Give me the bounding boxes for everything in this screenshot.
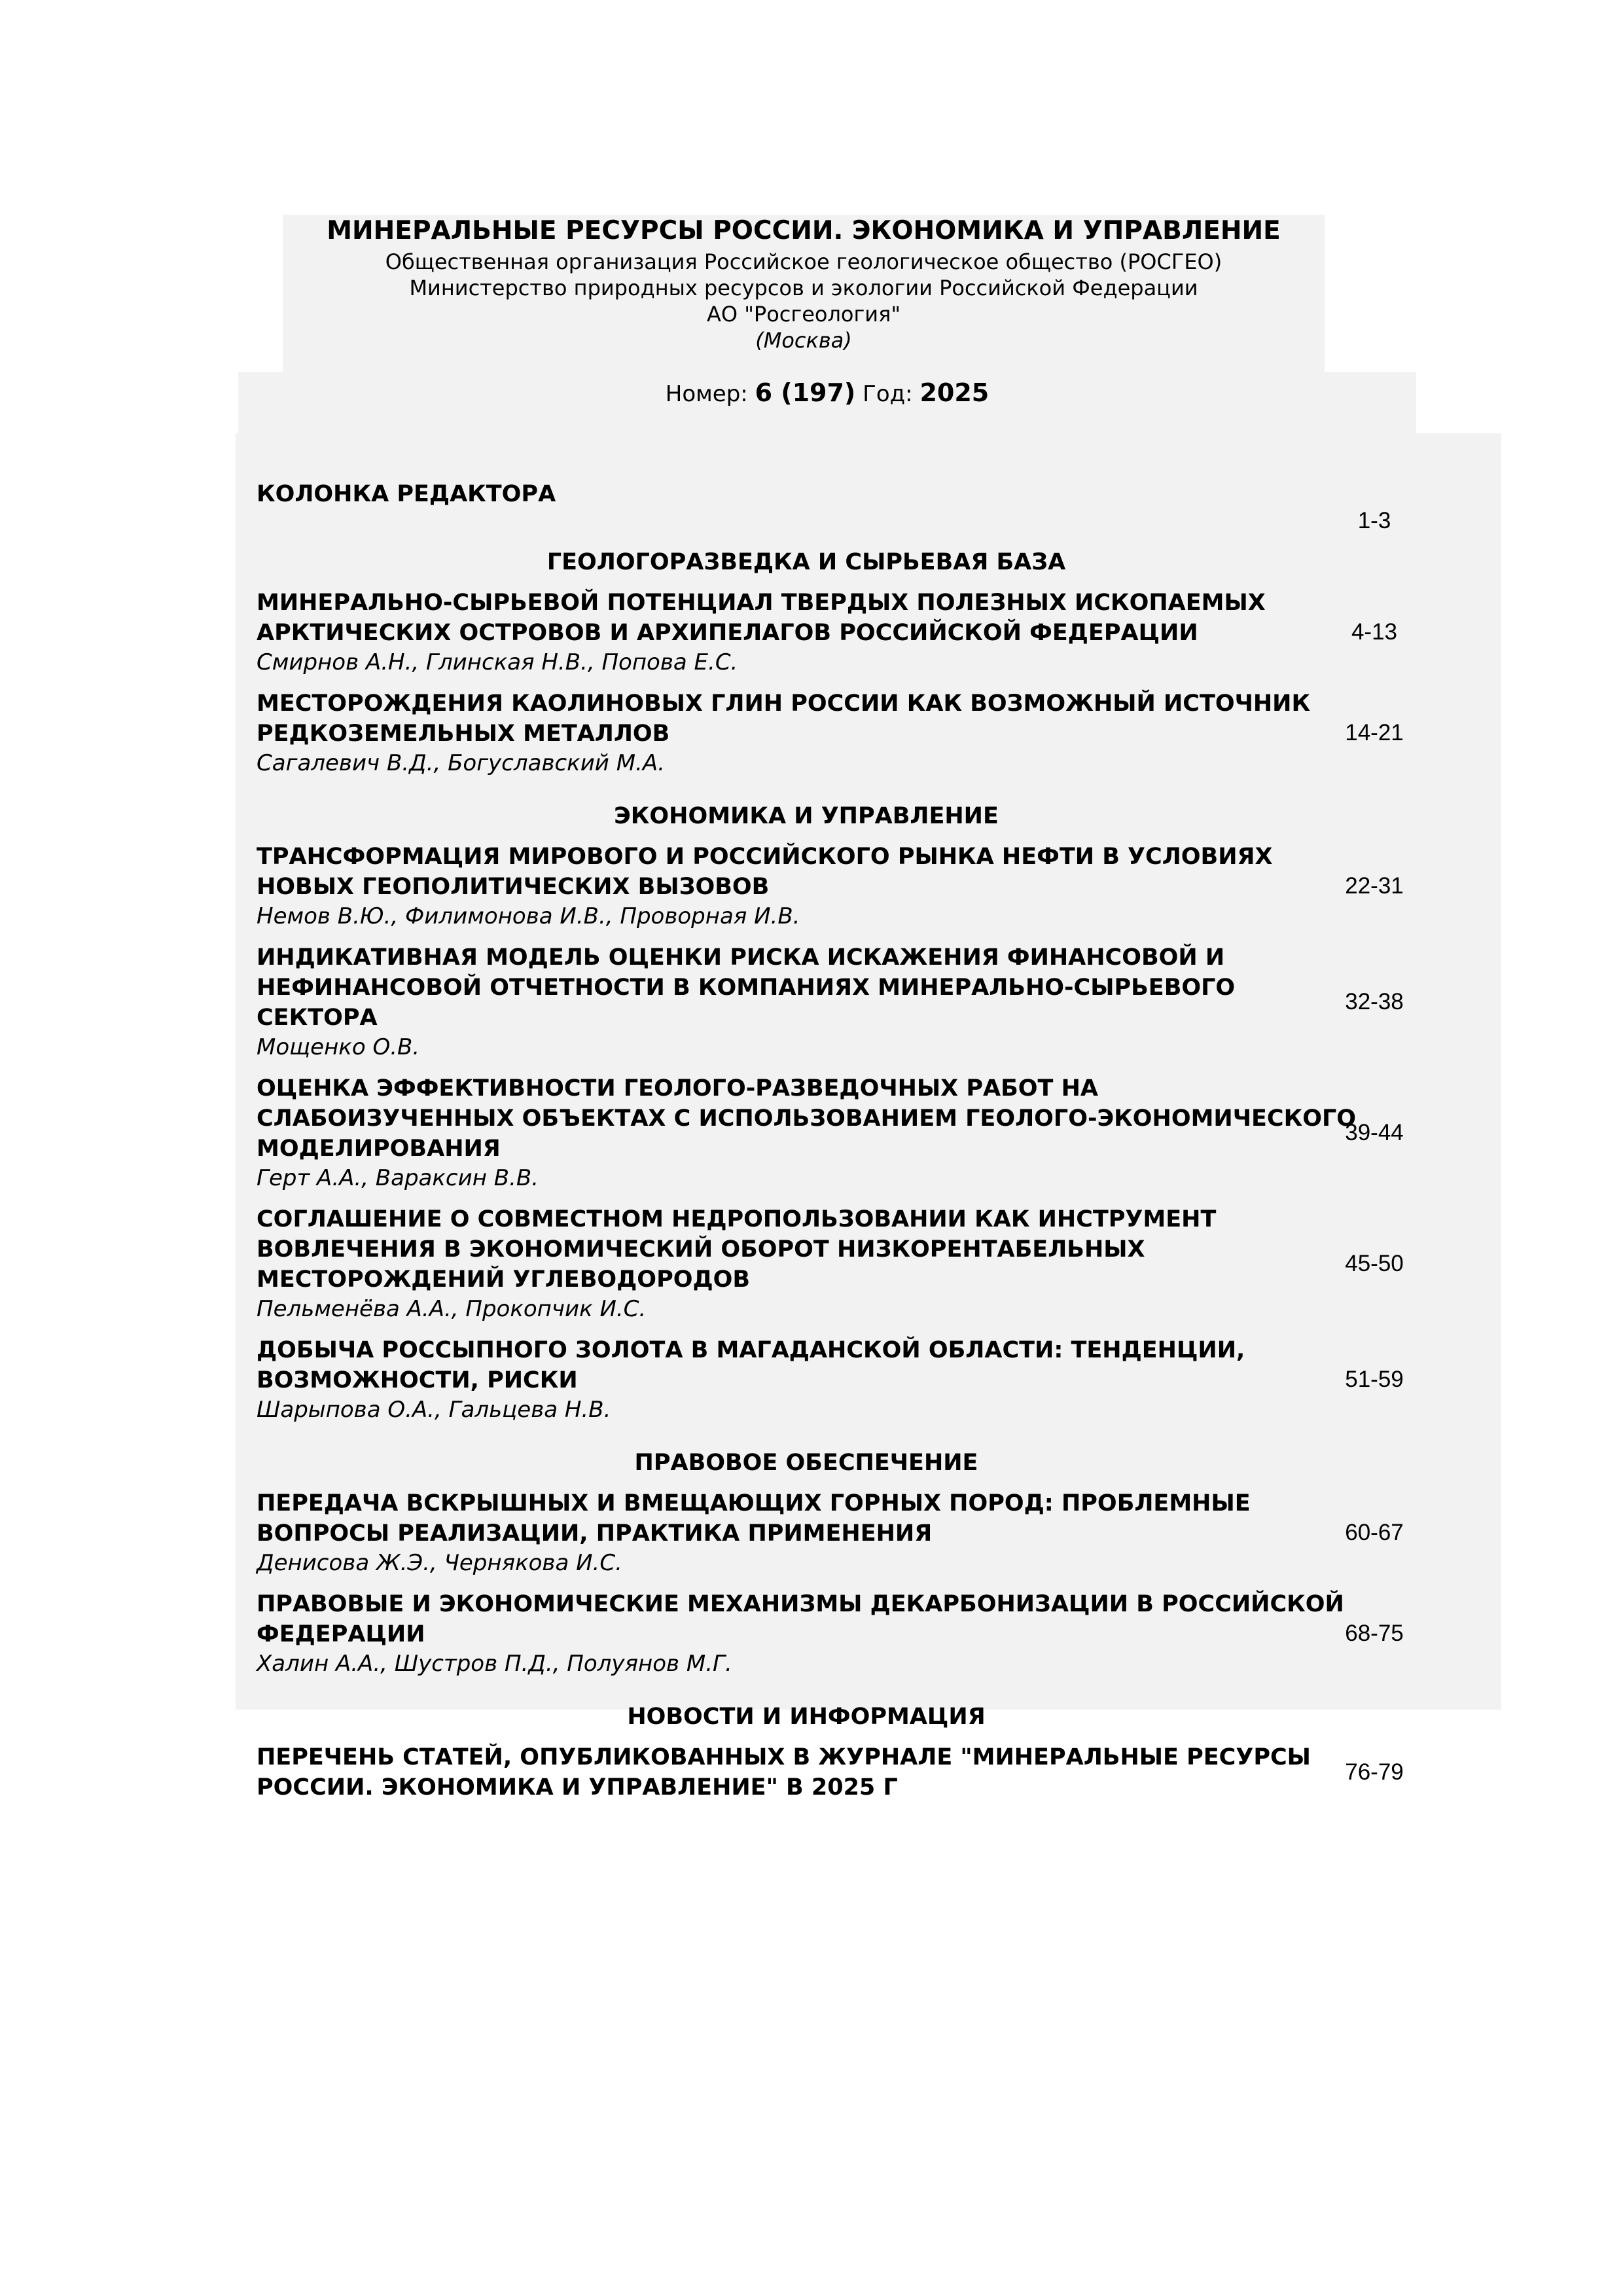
entry-pages: 39-44 [1345,1120,1404,1145]
journal-title: МИНЕРАЛЬНЫЕ РЕСУРСЫ РОССИИ. ЭКОНОМИКА И УПРАВЛЕНИЕ [327,216,1281,245]
toc-entry[interactable] [257,1589,1501,1678]
table-of-contents [257,479,1501,1803]
toc-entry-editor-column[interactable] [257,479,1501,534]
toc-entry[interactable] [257,1488,1501,1577]
entry-authors: Смирнов А.Н., Глинская Н.В., Попова Е.С. [257,649,738,675]
entry-title: ИНДИКАТИВНАЯ МОДЕЛЬ ОЦЕНКИ РИСКА ИСКАЖЕНИЯ ФИНАНСОВОЙ И НЕФИНАНСОВОЙ ОТЧЕТНОСТИ В КОМПАНИЯХ МИНЕРАЛЬНО-СЫРЬЕВОГО СЕКТОРА [257,944,1236,1031]
issue-number-label: Номер: [665,381,748,407]
entry-title: ДОБЫЧА РОССЫПНОГО ЗОЛОТА В МАГАДАНСКОЙ ОБЛАСТИ: ТЕНДЕНЦИИ, ВОЗМОЖНОСТИ, РИСКИ [257,1337,1245,1393]
entry-pages: 1-3 [1357,508,1391,533]
entry-pages: 22-31 [1345,873,1404,899]
entry-title: МИНЕРАЛЬНО-СЫРЬЕВОЙ ПОТЕНЦИАЛ ТВЕРДЫХ ПОЛЕЗНЫХ ИСКОПАЕМЫХ АРКТИЧЕСКИХ ОСТРОВОВ И АРХИПЕЛАГОВ РОССИЙСКОЙ ФЕДЕРАЦИИ [257,590,1266,646]
entry-authors: Герт А.А., Вараксин В.В. [257,1165,539,1191]
entry-pages: 32-38 [1345,989,1404,1014]
entry-title: ПЕРЕДАЧА ВСКРЫШНЫХ И ВМЕЩАЮЩИХ ГОРНЫХ ПОРОД: ПРОБЛЕМНЫЕ ВОПРОСЫ РЕАЛИЗАЦИИ, ПРАКТИКА ПРИМЕНЕНИЯ [257,1490,1251,1547]
entry-authors: Сагалевич В.Д., Богуславский М.А. [257,750,665,776]
toc-entry[interactable] [257,942,1501,1062]
entry-authors: Мощенко О.В. [257,1034,420,1060]
entry-authors: Пельменёва А.А., Прокопчик И.С. [257,1296,647,1322]
toc-entry[interactable] [257,1204,1501,1323]
toc-entry[interactable] [257,689,1501,778]
publisher-line: АО "Росгеология" [706,302,901,327]
toc-entry[interactable] [257,1335,1501,1424]
toc-entry[interactable] [257,842,1501,931]
entry-pages: 60-67 [1345,1520,1404,1545]
entry-title: ПЕРЕЧЕНЬ СТАТЕЙ, ОПУБЛИКОВАННЫХ В ЖУРНАЛЕ "МИНЕРАЛЬНЫЕ РЕСУРСЫ РОССИИ. ЭКОНОМИКА И УПРАВЛЕНИЕ" В 2025 Г [257,1744,1311,1801]
entry-pages: 14-21 [1345,720,1404,745]
section-heading: ГЕОЛОГОРАЗВЕДКА И СЫРЬЕВАЯ БАЗА [546,549,1066,575]
entry-title: ПРАВОВЫЕ И ЭКОНОМИЧЕСКИЕ МЕХАНИЗМЫ ДЕКАРБОНИЗАЦИИ В РОССИЙСКОЙ ФЕДЕРАЦИИ [257,1591,1344,1647]
toc-sections [257,547,1501,1803]
issue-number-value: 6 (197) [755,378,856,407]
entry-authors: Немов В.Ю., Филимонова И.В., Проворная И.В. [257,903,800,929]
entry-pages: 45-50 [1345,1251,1404,1276]
issue-year-label: Год: [863,381,913,407]
entry-title: СОГЛАШЕНИЕ О СОВМЕСТНОМ НЕДРОПОЛЬЗОВАНИИ КАК ИНСТРУМЕНТ ВОВЛЕЧЕНИЯ В ЭКОНОМИЧЕСКИЙ ОБОРОТ НИЗКОРЕНТАБЕЛЬНЫХ МЕСТОРОЖДЕНИЙ УГЛЕВОДОРОДОВ [257,1206,1217,1293]
entry-title: МЕСТОРОЖДЕНИЯ КАОЛИНОВЫХ ГЛИН РОССИИ КАК ВОЗМОЖНЫЙ ИСТОЧНИК РЕДКОЗЕМЕЛЬНЫХ МЕТАЛЛОВ [257,691,1311,747]
entry-authors: Денисова Ж.Э., Чернякова И.С. [257,1550,622,1576]
publisher-city: (Москва) [755,328,852,353]
entry-pages: 51-59 [1345,1367,1404,1392]
publisher-line: Общественная организация Российское геологическое общество (РОСГЕО) [385,249,1222,274]
entry-title: КОЛОНКА РЕДАКТОРА [257,481,556,507]
issue-line [238,378,1416,407]
entry-pages: 76-79 [1345,1759,1404,1785]
entry-pages: 68-75 [1345,1621,1404,1646]
section-heading: ПРАВОВОЕ ОБЕСПЕЧЕНИЕ [634,1450,978,1476]
entry-title: ОЦЕНКА ЭФФЕКТИВНОСТИ ГЕОЛОГО-РАЗВЕДОЧНЫХ РАБОТ НА СЛАБОИЗУЧЕННЫХ ОБЪЕКТАХ С ИСПОЛЬЗОВАНИЕМ ГЕОЛОГО-ЭКОНОМИЧЕСКОГО МОДЕЛИРОВАНИЯ [257,1075,1356,1162]
toc-entry[interactable] [257,1073,1501,1193]
section-heading: ЭКОНОМИКА И УПРАВЛЕНИЕ [614,803,999,829]
publisher-line: Министерство природных ресурсов и экологии Российской Федерации [409,276,1198,300]
entry-authors: Халин А.А., Шустров П.Д., Полуянов М.Г. [257,1651,732,1677]
entry-authors: Шарыпова О.А., Гальцева Н.В. [257,1397,611,1423]
toc-entry[interactable] [257,1742,1501,1803]
issue-year-value: 2025 [919,378,990,407]
toc-entry[interactable] [257,588,1501,677]
entry-title: ТРАНСФОРМАЦИЯ МИРОВОГО И РОССИЙСКОГО РЫНКА НЕФТИ В УСЛОВИЯХ НОВЫХ ГЕОПОЛИТИЧЕСКИХ ВЫЗОВОВ [257,844,1273,900]
section-heading: НОВОСТИ И ИНФОРМАЦИЯ [627,1704,986,1730]
entry-pages: 4-13 [1351,619,1398,645]
